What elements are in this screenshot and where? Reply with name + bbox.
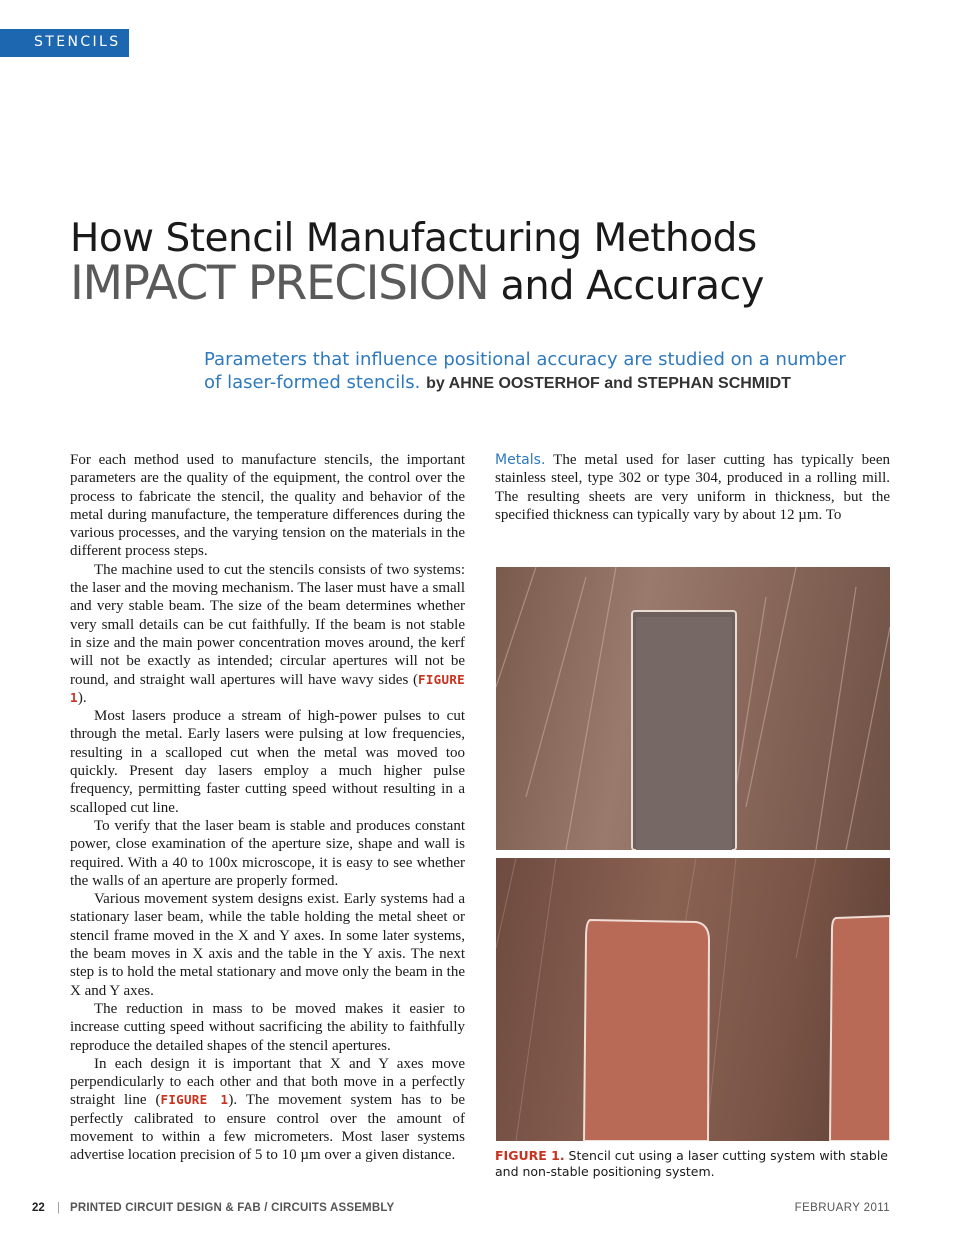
- figure-caption-text: Stencil cut using a laser cutting system with stable and non-stable positioning system.: [495, 1148, 888, 1179]
- figure-reference: FIGURE 1: [70, 671, 465, 705]
- body-column-right: [495, 451, 890, 524]
- headline-line-1: How Stencil Manufacturing Methods: [70, 216, 757, 261]
- paragraph: The reduction in mass to be moved makes it easier to increase cutting speed without sacrificing the ability to faithfully reproduce the detailed shapes of the stencil apertures.: [70, 1000, 465, 1054]
- paragraph: Various movement system designs exist. Early systems had a stationary laser beam, while the table holding the metal sheet or stencil frame moved in the X and Y axes. In some later systems, the beam moves in X axis and the table in the Y axis. The next step is to hold the metal stationary and move only the beam in the X and Y axes.: [70, 891, 465, 999]
- section-tab: [0, 29, 129, 57]
- deck-summary: [204, 348, 854, 395]
- figure-1-photo-stable: [496, 567, 890, 850]
- byline: by AHNE OOSTERHOF and STEPHAN SCHMIDT: [426, 375, 791, 392]
- headline-rest: and Accuracy: [488, 263, 764, 309]
- run-in-head: Metals.: [495, 452, 546, 468]
- figure-1-photo-unstable: [496, 858, 890, 1141]
- paragraph-text: The machine used to cut the stencils consists of two systems: the laser and the moving mechanism. The laser must have a small and very stable beam. The size of the beam determines whether very small details can be cut faithfully. If the beam is not stable in size and the main power concentration moves around, the kerf will not be exactly as intended; circular apertures will not be round, and straight wall apertures will have wavy sides (: [70, 561, 465, 688]
- headline-emphasis: IMPACT PRECISION: [70, 256, 489, 311]
- figure-reference: FIGURE 1: [160, 1092, 229, 1108]
- paragraph: For each method used to manufacture stencils, the important parameters are the quality of the equipment, the control over the process to fabricate the stencil, the quality and behavior of the metal during manufacture, the temperature differences during the various processes, and the varying tension on the materials in the different process steps.: [70, 452, 465, 560]
- paragraph-text: The metal used for laser cutting has typically been stainless steel, type 302 or type 304, produced in a rolling mill. The resulting sheets are very uniform in thickness, but the specified thickness can typically vary by about 12 µm. To: [495, 452, 890, 523]
- paragraph: [70, 1055, 465, 1165]
- issue-date: FEBRUARY 2011: [794, 1202, 890, 1214]
- paragraph: [495, 451, 890, 524]
- figure-caption-label: FIGURE 1.: [495, 1148, 565, 1163]
- headline-line-2: [70, 256, 764, 311]
- figure-caption: [495, 1148, 895, 1180]
- paragraph: To verify that the laser beam is stable and produces constant power, close examination of the aperture size, shape and wall is required. With a 40 to 100x microscope, it is easy to see whether the walls of an aperture are properly formed.: [70, 817, 465, 889]
- footer-separator: |: [57, 1202, 60, 1214]
- body-column-left: [70, 451, 465, 1165]
- section-label: STENCILS: [34, 34, 121, 50]
- paragraph-text: In each design it is important that X and Y axes move perpendicularly to each other and that both move in a perfectly straight line (: [70, 1055, 465, 1109]
- page-number: 22: [32, 1202, 45, 1214]
- paragraph: [70, 561, 465, 707]
- paragraph: Most lasers produce a stream of high-power pulses to cut through the metal. Early lasers were pulsing at low frequencies, resulting in a scalloped cut when the metal was moved too quickly. Present day lasers employ a much higher pulse frequency, permitting faster cutting speed without resulting in a scalloped cut line.: [70, 708, 465, 816]
- paragraph-text: ).: [77, 689, 87, 706]
- publication-name: PRINTED CIRCUIT DESIGN & FAB / CIRCUITS ASSEMBLY: [70, 1202, 395, 1214]
- paragraph-text: ). The movement system has to be perfectly calibrated to ensure control over the amount of movement to within a few micrometers. Most laser systems advertise location precision of 5 to 10 µm over a given distance.: [70, 1092, 466, 1164]
- deck-text: Parameters that influence positional accuracy are studied on a number of laser-formed stencils.: [204, 349, 846, 393]
